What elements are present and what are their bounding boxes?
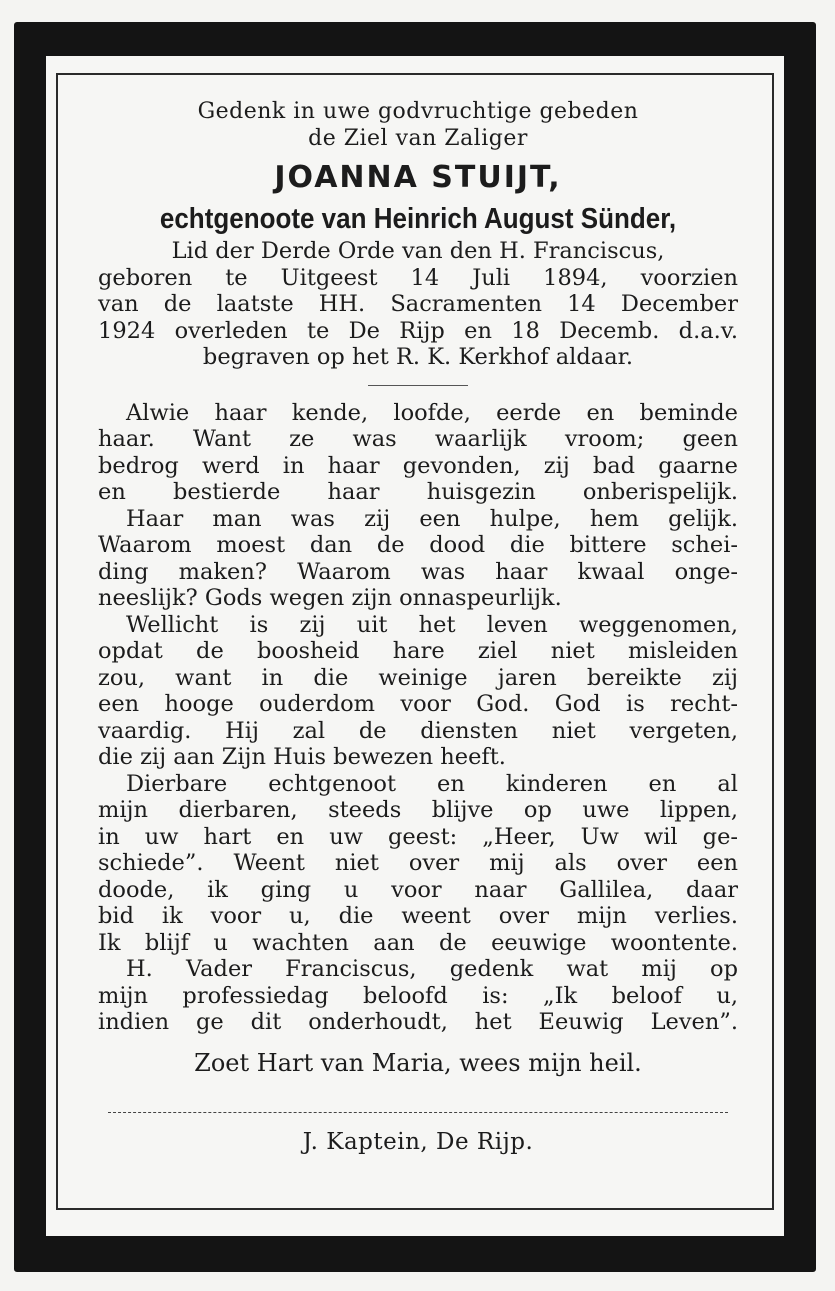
biography xyxy=(98,238,738,371)
memorial-card xyxy=(46,56,784,1236)
closing-prayer: Zoet Hart van Maria, wees mijn heil. xyxy=(194,1048,642,1077)
text-line: zou, want in die weinige jaren bereikte zij xyxy=(98,664,738,691)
bio-line: van de laatste HH. Sacramenten 14 December xyxy=(98,291,738,317)
intro-line-1: Gedenk in uwe godvruchtige gebeden xyxy=(197,99,639,124)
printer-credit: J. Kaptein, De Rijp. xyxy=(302,1129,534,1155)
text-line: een hooge ouderdom voor God. God is recht- xyxy=(98,691,738,717)
text-line: Alwie haar kende, loofde, eerde en beminde xyxy=(126,399,738,426)
text-line: schiede”. Weent niet over mij als over een xyxy=(98,850,738,876)
text-line: Dierbare echtgenoot en kinderen en al xyxy=(126,770,738,797)
text-line: neeslijk? Gods wegen zijn onnaspeurlijk. xyxy=(98,585,562,611)
spouse-line: echtgenoote van Heinrich August Sünder, xyxy=(159,201,677,235)
text-line: mijn professiedag beloofd is: „Ik beloof u, xyxy=(98,982,738,1009)
section-divider xyxy=(368,385,468,386)
memorial-text xyxy=(98,400,738,1036)
bio-line: Lid der Derde Orde van den H. Franciscus, xyxy=(171,238,665,264)
text-line: doode, ik ging u voor naar Gallilea, daar xyxy=(98,876,738,903)
text-line: in uw hart en uw geest: „Heer, Uw wil ge- xyxy=(98,823,738,850)
text-line: mijn dierbaren, steeds blijve op uwe lippen, xyxy=(98,797,738,823)
text-line: Haar man was zij een hulpe, hem gelijk. xyxy=(126,505,738,532)
text-line: indien ge dit onderhoudt, het Eeuwig Leven”. xyxy=(98,1009,738,1035)
intro-line-2: de Ziel van Zaliger xyxy=(308,126,528,151)
text-line: en bestierde haar huisgezin onberispelijk. xyxy=(98,479,738,505)
bio-line: begraven op het R. K. Kerkhof aldaar. xyxy=(202,344,634,370)
text-line: die zij aan Zijn Huis bewezen heeft. xyxy=(98,744,506,770)
text-line: ding maken? Waarom was haar kwaal onge- xyxy=(98,558,738,585)
text-line: H. Vader Franciscus, gedenk wat mij op xyxy=(126,956,738,982)
text-line: bedrog werd in haar gevonden, zij bad gaarne xyxy=(98,452,738,479)
bio-line: geboren te Uitgeest 14 Juli 1894, voorzien xyxy=(98,264,738,291)
card-content xyxy=(98,98,738,1156)
footer-divider xyxy=(108,1112,728,1113)
text-line: bid ik voor u, die weent over mijn verlies. xyxy=(98,903,738,929)
text-line: haar. Want ze was waarlijk vroom; geen xyxy=(98,426,738,452)
text-line: Wellicht is zij uit het leven weggenomen, xyxy=(126,611,738,638)
text-line: Ik blijf u wachten aan de eeuwige woontente. xyxy=(98,929,738,956)
text-line: vaardig. Hij zal de diensten niet vergeten, xyxy=(98,717,738,744)
text-line: Waarom moest dan de dood die bittere schei- xyxy=(98,532,738,558)
text-line: opdat de boosheid hare ziel niet misleiden xyxy=(98,638,738,664)
deceased-name: JOANNA STUIJT, xyxy=(274,160,562,195)
bio-line: 1924 overleden te De Rijp en 18 Decemb. d.a.v. xyxy=(98,317,738,344)
